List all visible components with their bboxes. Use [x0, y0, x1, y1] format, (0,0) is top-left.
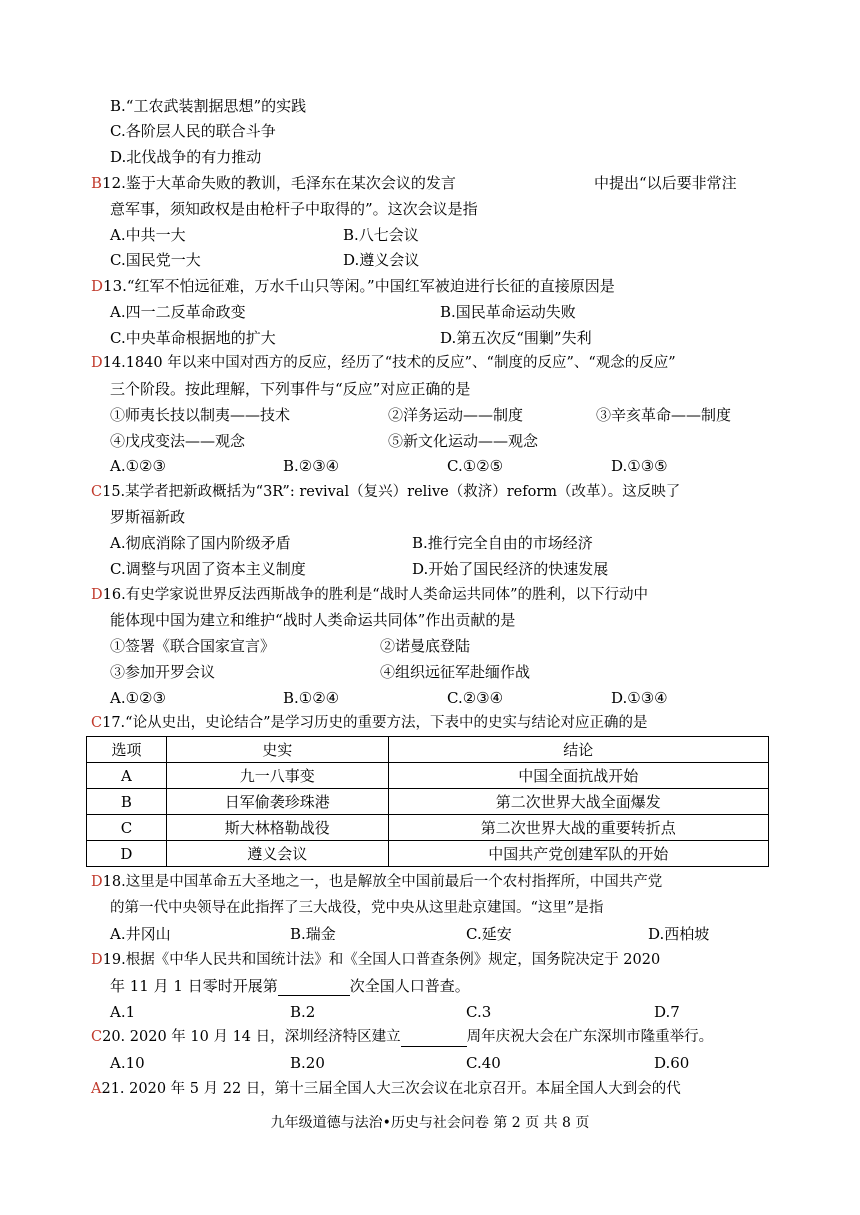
q16-stem-line2: 能体现中国为建立和维护“战时人类命运共同体”作出贡献的是 [110, 611, 516, 629]
q16-option-c: C.②③④ [447, 689, 504, 707]
q20-option-b: B.20 [290, 1054, 325, 1072]
q19-stem-line1 [91, 950, 660, 970]
q12-option-c: C.国民党一大 [110, 251, 201, 269]
q12-option-d: D.遵义会议 [343, 251, 420, 269]
q19-option-a: A.1 [110, 1003, 136, 1021]
q15-answer: C [91, 484, 103, 500]
q16-option-d: D.①③④ [611, 689, 668, 707]
table-header-cell: 史实 [166, 737, 388, 763]
q14-item-2: ②洋务运动——制度 [388, 406, 524, 424]
table-row [87, 815, 769, 841]
q21-answer: A [91, 1081, 102, 1097]
table-cell: D [87, 841, 167, 867]
q20-stem-part-b: 周年庆祝大会在广东深圳市隆重举行。 [466, 1029, 714, 1045]
q20-option-c: C.40 [466, 1054, 501, 1072]
q18-option-d: D.西柏坡 [648, 925, 710, 943]
table-cell: 日军偷袭珍珠港 [166, 789, 388, 815]
q11-option-b: B.“工农武装割据思想”的实践 [110, 97, 307, 115]
table-row [87, 841, 769, 867]
q13-option-d: D.第五次反“围剿”失利 [440, 329, 592, 347]
q20-option-a: A.10 [110, 1054, 145, 1072]
table-cell: 中国全面抗战开始 [388, 763, 768, 789]
q14-answer: D [91, 355, 103, 371]
q18-option-a: A.井冈山 [110, 925, 171, 943]
q18-stem-line1 [91, 872, 662, 892]
q15-option-c: C.调整与巩固了资本主义制度 [110, 560, 306, 578]
q14-stem-text: 14.1840 年以来中国对西方的反应，经历了“技术的反应”、“制度的反应”、“观念的反应” [102, 355, 676, 371]
table-cell: 九一八事变 [166, 763, 388, 789]
q19-option-d: D.7 [654, 1003, 680, 1021]
table-cell: 遵义会议 [166, 841, 388, 867]
q16-item-2: ②诺曼底登陆 [380, 637, 471, 655]
q12-stem-line2: 意军事，须知政权是由枪杆子中取得的”。这次会议是指 [110, 200, 478, 218]
q20-stem [91, 1027, 713, 1047]
q13-option-b: B.国民革命运动失败 [440, 303, 576, 321]
q12-stem-line1 [91, 173, 456, 193]
q20-stem-part-a: 20. 2020 年 10 月 14 日，深圳经济特区建立 [102, 1029, 401, 1045]
q12-option-a: A.中共一大 [110, 226, 186, 244]
q13-stem-text: 13.“红军不怕远征难，万水千山只等闲。”中国红军被迫进行长征的直接原因是 [103, 277, 615, 295]
q19-option-c: C.3 [466, 1003, 492, 1021]
q17-stem-text: 17.“论从史出，史论结合”是学习历史的重要方法，下表中的史实与结论对应正确的是 [102, 715, 648, 731]
q16-stem-line1 [91, 585, 648, 605]
table-header-cell: 结论 [388, 737, 768, 763]
q16-option-b: B.①②④ [283, 689, 340, 707]
q14-item-5: ⑤新文化运动——观念 [388, 432, 539, 450]
q16-option-a: A.①②③ [110, 689, 166, 707]
table-row [87, 763, 769, 789]
q18-stem-line2: 的第一代中央领导在此指挥了三大战役，党中央从这里赴京建国。“这里”是指 [110, 900, 604, 916]
q14-item-1: ①师夷长技以制夷——技术 [110, 406, 291, 424]
q14-option-a: A.①②③ [110, 457, 166, 475]
table-cell: A [87, 763, 167, 789]
q21-stem-text: 21. 2020 年 5 月 22 日，第十三届全国人大三次会议在北京召开。本届全国人大到会的代 [101, 1081, 681, 1097]
q11-option-c: C.各阶层人民的联合斗争 [110, 122, 276, 140]
table-header-row [87, 737, 769, 763]
q15-option-d: D.开始了国民经济的快速发展 [412, 560, 609, 578]
q16-item-4: ④组织远征军赴缅作战 [380, 663, 531, 681]
q15-option-a: A.彻底消除了国内阶级矛盾 [110, 534, 291, 552]
table-cell: 第二次世界大战的重要转折点 [388, 815, 768, 841]
q20-blank [401, 1046, 467, 1047]
q12-option-b: B.八七会议 [343, 226, 419, 244]
q15-stem-text: 15.某学者把新政概括为“3R”: revival（复兴）relive（救济）reform（改革）。这反映了 [102, 484, 681, 500]
q17-table [86, 736, 769, 867]
q19-answer: D [91, 952, 103, 968]
q15-option-b: B.推行完全自由的市场经济 [412, 534, 593, 552]
table-cell: 中国共产党创建军队的开始 [388, 841, 768, 867]
q17-stem [91, 713, 648, 733]
q19-option-b: B.2 [290, 1003, 316, 1021]
q14-stem-line1 [91, 353, 676, 373]
q16-answer: D [91, 587, 103, 603]
q18-answer: D [91, 874, 103, 890]
q13-stem [91, 276, 615, 296]
q14-option-c: C.①②⑤ [447, 457, 504, 475]
q14-option-b: B.②③④ [283, 457, 340, 475]
q12-stem-a: 12.鉴于大革命失败的教训，毛泽东在某次会议的发言 [102, 174, 456, 192]
q16-item-1: ①签署《联合国家宣言》 [110, 637, 276, 655]
table-cell: B [87, 789, 167, 815]
q12-answer: B [91, 174, 103, 192]
q19-stem-part-b: 次全国人口普查。 [349, 977, 470, 995]
q18-stem-text: 18.这里是中国革命五大圣地之一，也是解放全中国前最后一个农村指挥所，中国共产党 [102, 874, 663, 890]
q13-answer: D [91, 277, 104, 295]
table-cell: 第二次世界大战全面爆发 [388, 789, 768, 815]
q13-option-c: C.中央革命根据地的扩大 [110, 329, 276, 347]
table-cell: C [87, 815, 167, 841]
q15-stem-line2: 罗斯福新政 [110, 508, 186, 526]
q17-answer: C [91, 715, 103, 731]
q20-option-d: D.60 [654, 1054, 690, 1072]
q14-option-d: D.①③⑤ [611, 457, 668, 475]
q13-option-a: A.四一二反革命政变 [110, 303, 246, 321]
q15-stem-line1 [91, 482, 680, 502]
q11-option-d: D.北伐战争的有力推动 [110, 148, 262, 166]
q18-option-c: C.延安 [466, 925, 512, 943]
q19-stem-part-a: 年 11 月 1 日零时开展第 [110, 977, 278, 995]
table-header-cell: 选项 [87, 737, 167, 763]
q18-option-b: B.瑞金 [290, 925, 336, 943]
table-row [87, 789, 769, 815]
q14-stem-line2: 三个阶段。按此理解，下列事件与“反应”对应正确的是 [110, 380, 471, 398]
q14-item-4: ④戊戌变法——观念 [110, 432, 246, 450]
q19-stem-text: 19.根据《中华人民共和国统计法》和《全国人口普查条例》规定，国务院决定于 2020 [102, 952, 661, 968]
q16-stem-text: 16.有史学家说世界反法西斯战争的胜利是“战时人类命运共同体”的胜利，以下行动中 [102, 587, 649, 603]
q20-answer: C [91, 1029, 103, 1045]
page-footer: 九年级道德与法治•历史与社会问卷 第 2 页 共 8 页 [270, 1115, 590, 1131]
q12-stem-line1-end: 中提出“以后要非常注 [594, 174, 737, 192]
table-cell: 斯大林格勒战役 [166, 815, 388, 841]
q19-blank [278, 995, 350, 996]
q19-stem-line2 [110, 976, 470, 996]
q16-item-3: ③参加开罗会议 [110, 663, 216, 681]
q14-item-3: ③辛亥革命——制度 [596, 406, 732, 424]
q21-stem [91, 1079, 681, 1099]
